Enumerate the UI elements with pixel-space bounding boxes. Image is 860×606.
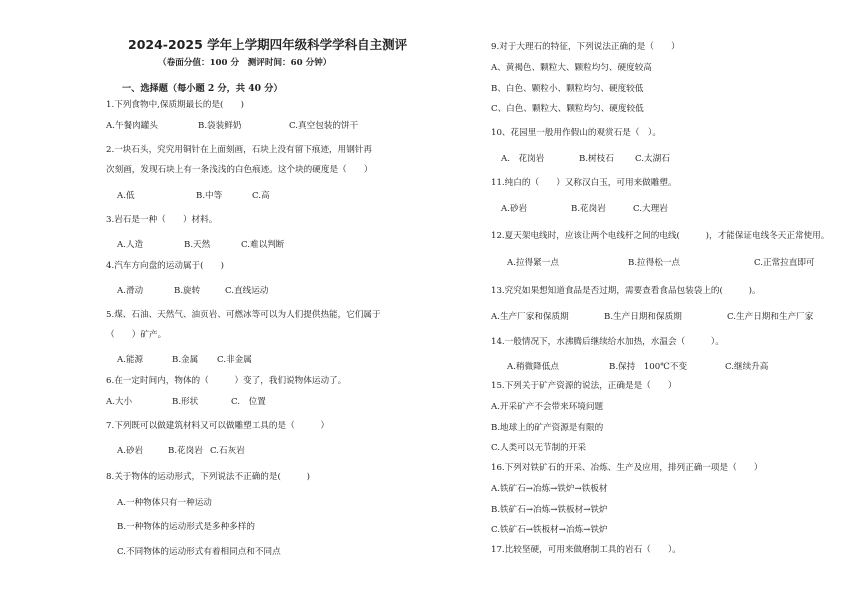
question-14-option-c: C.继续升高 (725, 362, 769, 372)
question-13-option-c: C.生产日期和生产厂家 (727, 312, 814, 322)
question-9-option-b: B、白色、颗粒小、颗粒均匀、硬度较低 (491, 84, 644, 94)
question-16-option-c: C.铁矿石→铁板材→冶炼→铁炉 (491, 525, 608, 535)
question-16-option-a: A.铁矿石→冶炼→铁炉→铁板材 (491, 484, 608, 494)
question-7-option-a: A.砂岩 (117, 446, 144, 456)
question-5-option-c: C.非金属 (217, 355, 252, 365)
question-6-option-a: A.大小 (106, 397, 133, 407)
question-9-option-a: A、黄褐色、颗粒大、颗粒均匀、硬度较高 (491, 63, 652, 73)
question-10-option-b: B.树枝石 (579, 154, 614, 164)
question-4-option-b: B.旋转 (174, 286, 201, 296)
question-13-option-a: A.生产厂家和保质期 (491, 312, 569, 322)
question-14-option-a: A.稍微降低点 (507, 362, 559, 372)
question-13-stem: 13.究究如果想知道食品是否过期，需要查看食品包装袋上的( )。 (491, 286, 761, 296)
question-2-option-a: A.低 (117, 191, 135, 201)
question-15-option-a: A.开采矿产不会带来环境问题 (491, 402, 604, 412)
question-15-option-b: B.地球上的矿产资源是有限的 (491, 423, 604, 433)
section-heading: 一、选择题（每小题 2 分，共 40 分） (122, 83, 283, 94)
question-12-stem: 12.夏天架电线时，应该让两个电线杆之间的电线( )，才能保证电线冬天正常使用。 (491, 231, 830, 241)
question-9-stem: 9.对于大理石的特征，下列说法正确的是（ ） (491, 42, 680, 52)
page-title: 2024-2025 学年上学期四年级科学学科自主测评 (128, 37, 408, 52)
question-15-stem: 15.下列关于矿产资源的说法，正确是是（ ） (491, 381, 677, 391)
question-1-option-a: A.午餐肉罐头 (106, 121, 158, 131)
question-15-option-c: C.人类可以无节制的开采 (491, 443, 586, 453)
question-12-option-b: B.拉得松一点 (628, 258, 681, 268)
question-5-option-a: A.能源 (117, 355, 144, 365)
question-8-option-b: B.一种物体的运动形式是多种多样的 (117, 522, 255, 532)
question-10-option-c: C.太湖石 (635, 154, 670, 164)
question-8-option-a: A.一种物体只有一种运动 (117, 498, 212, 508)
question-16-stem: 16.下列对铁矿石的开采、冶炼、生产及应用，排列正确一项是（ ） (491, 463, 763, 473)
question-4-option-a: A.滑动 (117, 286, 144, 296)
exam-info: （卷面分值：100 分 测评时间：60 分钟） (158, 58, 332, 68)
question-3-option-b: B.天然 (184, 240, 211, 250)
question-2-option-c: C.高 (252, 191, 270, 201)
question-5-option-b: B.金属 (172, 355, 199, 365)
question-5-stem-line1: 5.煤、石油、天然气、油页岩、可燃冰等可以为人们提供热能，它们属于 (106, 310, 381, 320)
question-14-option-b: B.保持 100℃不变 (609, 362, 688, 372)
question-11-stem: 11.纯白的（ ）又称汉白玉，可用来做雕塑。 (491, 178, 677, 188)
question-3-option-c: C.难以判断 (241, 240, 285, 250)
question-9-option-c: C、白色、颗粒大、颗粒均匀、硬度较低 (491, 104, 644, 114)
question-12-option-c: C.正常拉直即可 (754, 258, 815, 268)
question-10-stem: 10、花园里一般用作假山的观赏石是（ ）。 (491, 128, 661, 138)
question-3-option-a: A.人造 (117, 240, 144, 250)
question-11-option-a: A.砂岩 (501, 204, 528, 214)
question-10-option-a: A. 花岗岩 (501, 154, 545, 164)
question-16-option-b: B.铁矿石→冶炼→铁板材→铁炉 (491, 505, 608, 515)
question-2-option-b: B.中等 (196, 191, 223, 201)
question-3-stem: 3.岩石是一种（ ）材料。 (106, 215, 218, 225)
question-4-stem: 4.汽车方向盘的运动属于( ) (106, 261, 225, 271)
question-7-option-c: C.石灰岩 (210, 446, 245, 456)
question-8-option-c: C.不同物体的运动形式有着相同点和不同点 (117, 547, 281, 557)
question-17-stem: 17.比较坚硬，可用来做磨制工具的岩石（ ）。 (491, 545, 681, 555)
question-1-option-b: B.袋装鲜奶 (198, 121, 242, 131)
question-2-stem-line2: 次刻画，发现石块上有一条浅浅的白色痕迹。这个块的硬度是（ ） (106, 165, 373, 175)
question-11-option-b: B.花岗岩 (571, 204, 606, 214)
question-7-option-b: B.花岗岩 (168, 446, 203, 456)
question-8-stem: 8.关于物体的运动形式，下列说法不正确的是( ) (106, 472, 310, 482)
question-11-option-c: C.大理岩 (633, 204, 668, 214)
question-14-stem: 14.一般情况下，水沸腾后继续给水加热，水温会（ ）。 (491, 337, 724, 347)
question-5-stem-line2: （ ）矿产。 (106, 330, 167, 340)
question-7-stem: 7.下列既可以做建筑材料又可以做雕塑工具的是（ ） (106, 421, 330, 431)
question-4-option-c: C.直线运动 (225, 286, 269, 296)
question-1-stem: 1.下列食物中,保质期最长的是( ) (106, 100, 244, 110)
question-12-option-a: A.拉得紧一点 (507, 258, 559, 268)
question-6-option-b: B.形状 (172, 397, 199, 407)
question-1-option-c: C.真空包装的饼干 (289, 121, 359, 131)
question-13-option-b: B.生产日期和保质期 (604, 312, 682, 322)
question-6-option-c: C. 位置 (231, 397, 266, 407)
question-6-stem: 6.在一定时间内，物体的（ ）变了，我们说物体运动了。 (106, 376, 347, 386)
question-2-stem-line1: 2.一块石头，究究用铜针在上面刻画，石块上没有留下痕迹，用钢针再 (106, 145, 373, 155)
